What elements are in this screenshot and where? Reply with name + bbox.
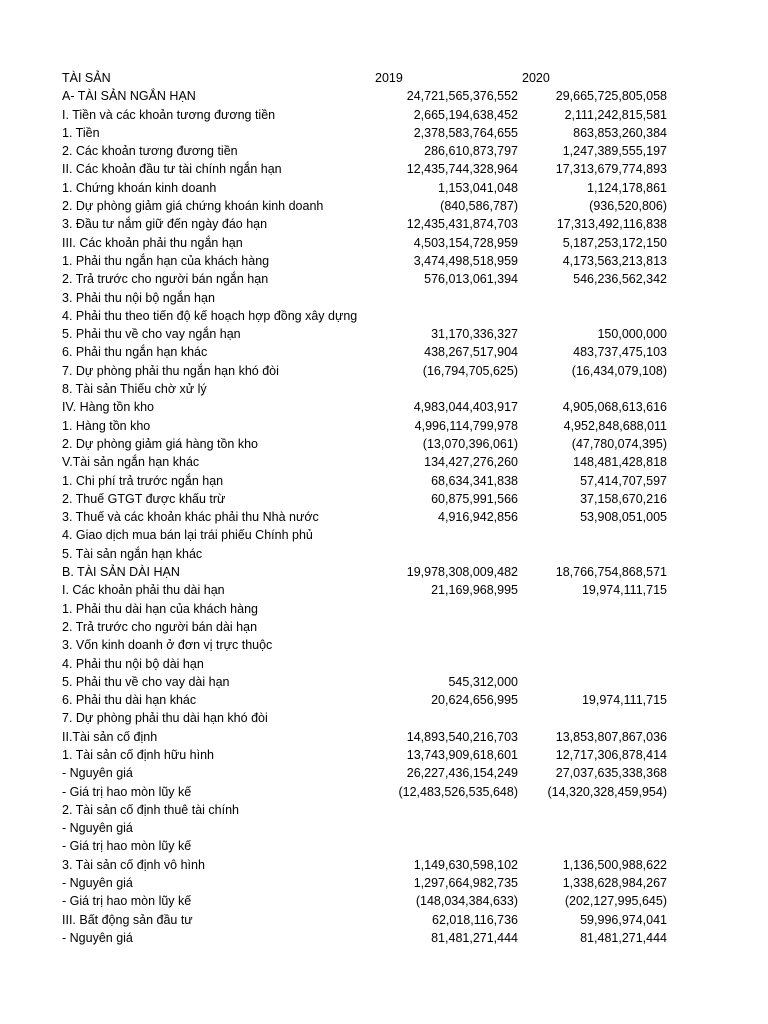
row-label: 1. Chi phí trả trước ngắn hạn <box>62 473 224 488</box>
row-value-2019: 134,427,276,260 <box>424 455 518 470</box>
row-label: A- TÀI SẢN NGẮN HẠN <box>62 89 196 104</box>
row-label: - Giá trị hao mòn lũy kế <box>62 839 192 854</box>
row-value-2020: 29,665,725,805,058 <box>555 89 667 104</box>
table-body <box>62 87 682 947</box>
row-value-2019: 4,916,942,856 <box>438 510 518 525</box>
table-row <box>62 87 682 105</box>
row-value-2020: 59,996,974,041 <box>580 912 667 927</box>
row-value-2019: 4,503,154,728,959 <box>413 235 518 250</box>
row-label: 7. Dự phòng phải thu dài hạn khó đòi <box>62 711 268 726</box>
table-row <box>62 307 682 325</box>
balance-sheet-table <box>62 69 682 947</box>
row-value-2019: (148,034,384,633) <box>415 894 518 909</box>
row-value-2019: (16,794,705,625) <box>422 363 518 378</box>
row-value-2019: 19,978,308,009,482 <box>406 565 518 580</box>
row-label: 2. Trả trước cho người bán dài hạn <box>62 619 258 634</box>
row-label: 3. Phải thu nội bộ ngắn hạn <box>62 290 215 305</box>
table-row <box>62 746 682 764</box>
row-label: 2. Thuế GTGT được khấu trừ <box>62 491 226 506</box>
row-label: - Nguyên giá <box>62 876 133 891</box>
row-label: 2. Các khoản tương đương tiền <box>62 144 238 159</box>
row-label: II.Tài sản cố định <box>62 729 158 744</box>
row-value-2020: 1,338,628,984,267 <box>562 876 667 891</box>
table-row <box>62 453 682 471</box>
row-value-2019: 14,893,540,216,703 <box>406 729 518 744</box>
row-value-2019: 62,018,116,736 <box>432 912 518 927</box>
row-value-2019: 68,634,341,838 <box>431 473 518 488</box>
row-label: 6. Phải thu dài hạn khác <box>62 693 197 708</box>
table-row <box>62 160 682 178</box>
row-value-2019: 1,149,630,598,102 <box>413 857 518 872</box>
row-value-2020: (936,520,806) <box>589 199 667 214</box>
table-row <box>62 655 682 673</box>
row-label: 4. Giao dịch mua bán lại trái phiếu Chính phủ <box>62 528 313 543</box>
row-value-2019: 24,721,565,376,552 <box>406 89 518 104</box>
table-row <box>62 545 682 563</box>
table-row <box>62 911 682 929</box>
row-value-2020: 4,905,068,613,616 <box>562 400 667 415</box>
table-row <box>62 837 682 855</box>
row-value-2020: 546,236,562,342 <box>573 272 667 287</box>
table-row <box>62 106 682 124</box>
row-label: 2. Dự phòng giảm giá hàng tồn kho <box>62 436 259 451</box>
row-value-2020: 17,313,679,774,893 <box>555 162 667 177</box>
row-label: - Giá trị hao mòn lũy kế <box>62 784 192 799</box>
row-value-2020: 53,908,051,005 <box>580 510 667 525</box>
row-value-2019: 31,170,336,327 <box>431 327 518 342</box>
row-label: 5. Phải thu về cho vay ngắn hạn <box>62 327 241 342</box>
row-value-2020: 18,766,754,868,571 <box>555 565 667 580</box>
table-row <box>62 819 682 837</box>
row-value-2020: 148,481,428,818 <box>573 455 667 470</box>
row-label: I. Các khoản phải thu dài hạn <box>62 583 225 598</box>
row-value-2019: 2,378,583,764,655 <box>413 125 518 140</box>
row-label: - Nguyên giá <box>62 766 133 781</box>
row-value-2020: (47,780,074,395) <box>571 436 667 451</box>
row-label: II. Các khoản đầu tư tài chính ngắn hạn <box>62 162 282 177</box>
table-row <box>62 874 682 892</box>
table-row <box>62 234 682 252</box>
row-label: - Nguyên giá <box>62 930 133 945</box>
row-value-2019: (13,070,396,061) <box>422 436 518 451</box>
row-label: 1. Hàng tồn kho <box>62 418 151 433</box>
row-value-2020: 5,187,253,172,150 <box>562 235 667 250</box>
row-label: 3. Tài sản cố định vô hình <box>62 857 205 872</box>
row-label: B. TÀI SẢN DÀI HẠN <box>62 565 180 580</box>
row-label: 1. Tiền <box>62 125 100 140</box>
row-value-2020: 19,974,111,715 <box>581 583 667 598</box>
table-row <box>62 472 682 490</box>
row-value-2020: (16,434,079,108) <box>571 363 667 378</box>
row-label: I. Tiền và các khoản tương đương tiền <box>62 107 276 122</box>
row-value-2019: 13,743,909,618,601 <box>406 747 518 762</box>
row-value-2020: 57,414,707,597 <box>580 473 667 488</box>
table-row <box>62 124 682 142</box>
table-row <box>62 600 682 618</box>
row-value-2020: 1,247,389,555,197 <box>562 144 667 159</box>
row-label: III. Các khoản phải thu ngắn hạn <box>62 235 243 250</box>
table-row <box>62 398 682 416</box>
table-row <box>62 179 682 197</box>
row-value-2020: 12,717,306,878,414 <box>555 747 667 762</box>
row-value-2019: 4,996,114,799,978 <box>414 418 518 433</box>
row-value-2019: (840,586,787) <box>440 199 518 214</box>
table-row <box>62 636 682 654</box>
table-row <box>62 362 682 380</box>
table-row <box>62 417 682 435</box>
row-value-2020: 4,952,848,688,011 <box>563 418 667 433</box>
row-label: 2. Dự phòng giảm giá chứng khoán kinh doanh <box>62 199 324 214</box>
table-row <box>62 343 682 361</box>
table-row <box>62 289 682 307</box>
row-value-2020: (14,320,328,459,954) <box>547 784 667 799</box>
table-row <box>62 618 682 636</box>
table-row <box>62 142 682 160</box>
row-label: 5. Phải thu về cho vay dài hạn <box>62 674 230 689</box>
row-value-2020: 81,481,271,444 <box>580 930 667 945</box>
row-value-2019: 1,297,664,982,735 <box>413 876 518 891</box>
table-row <box>62 325 682 343</box>
table-row <box>62 252 682 270</box>
row-label: V.Tài sản ngắn hạn khác <box>62 455 200 470</box>
row-value-2019: 20,624,656,995 <box>431 693 518 708</box>
row-label: 1. Tài sản cố định hữu hình <box>62 747 214 762</box>
row-label: 1. Phải thu ngắn hạn của khách hàng <box>62 253 270 268</box>
row-label: 5. Tài sản ngắn hạn khác <box>62 546 203 561</box>
row-label: 4. Phải thu theo tiến độ kế hoạch hợp đồng xây dựng <box>62 308 358 323</box>
row-value-2019: 81,481,271,444 <box>431 930 518 945</box>
table-row <box>62 783 682 801</box>
table-row <box>62 380 682 398</box>
row-label: - Giá trị hao mòn lũy kế <box>62 894 192 909</box>
row-label: 1. Chứng khoán kinh doanh <box>62 180 217 195</box>
table-row <box>62 215 682 233</box>
row-label: 3. Thuế và các khoản khác phải thu Nhà nước <box>62 510 319 525</box>
row-label: 1. Phải thu dài hạn của khách hàng <box>62 601 258 616</box>
row-value-2019: 438,267,517,904 <box>424 345 518 360</box>
table-row <box>62 764 682 782</box>
table-row <box>62 856 682 874</box>
row-value-2019: 576,013,061,394 <box>424 272 518 287</box>
table-row <box>62 435 682 453</box>
row-value-2020: 863,853,260,384 <box>573 125 667 140</box>
row-value-2020: (202,127,995,645) <box>564 894 667 909</box>
row-value-2019: 3,474,498,518,959 <box>413 253 518 268</box>
table-row <box>62 508 682 526</box>
row-label: 3. Đầu tư nắm giữ đến ngày đáo hạn <box>62 217 268 232</box>
table-row <box>62 673 682 691</box>
row-value-2019: 21,169,968,995 <box>431 583 518 598</box>
row-label: 2. Trả trước cho người bán ngắn hạn <box>62 272 269 287</box>
row-value-2020: 27,037,635,338,368 <box>555 766 667 781</box>
row-label: 4. Phải thu nội bộ dài hạn <box>62 656 204 671</box>
row-value-2020: 483,737,475,103 <box>573 345 667 360</box>
row-value-2019: 2,665,194,638,452 <box>413 107 518 122</box>
row-value-2019: 12,435,431,874,703 <box>406 217 518 232</box>
header-row <box>62 69 682 87</box>
row-value-2020: 13,853,807,867,036 <box>555 729 667 744</box>
table-row <box>62 563 682 581</box>
table-row <box>62 892 682 910</box>
header-year-2020: 2020 <box>522 71 550 85</box>
row-value-2019: 4,983,044,403,917 <box>413 400 518 415</box>
table-row <box>62 801 682 819</box>
row-value-2019: 1,153,041,048 <box>438 180 518 195</box>
row-value-2020: 1,124,178,861 <box>587 180 667 195</box>
row-value-2019: 60,875,991,566 <box>431 491 518 506</box>
row-value-2020: 19,974,111,715 <box>581 693 667 708</box>
row-value-2020: 2,111,242,815,581 <box>564 107 667 122</box>
row-label: 6. Phải thu ngắn hạn khác <box>62 345 208 360</box>
table-row <box>62 929 682 947</box>
row-value-2019: 286,610,873,797 <box>424 144 518 159</box>
row-value-2019: 26,227,436,154,249 <box>406 766 518 781</box>
table-row <box>62 197 682 215</box>
row-value-2019: (12,483,526,535,648) <box>398 784 518 799</box>
row-value-2020: 1,136,500,988,622 <box>562 857 667 872</box>
table-row <box>62 709 682 727</box>
row-value-2020: 4,173,563,213,813 <box>562 253 667 268</box>
row-label: 7. Dự phòng phải thu ngắn hạn khó đòi <box>62 363 279 378</box>
row-label: 2. Tài sản cố định thuê tài chính <box>62 802 239 817</box>
row-value-2020: 37,158,670,216 <box>580 491 667 506</box>
table-row <box>62 691 682 709</box>
table-row <box>62 270 682 288</box>
table-row <box>62 490 682 508</box>
row-value-2020: 150,000,000 <box>597 327 667 342</box>
table-row <box>62 728 682 746</box>
header-label: TÀI SẢN <box>62 71 111 85</box>
row-value-2020: 17,313,492,116,838 <box>556 217 667 232</box>
header-year-2019: 2019 <box>375 71 403 85</box>
row-label: 3. Vốn kinh doanh ở đơn vị trực thuộc <box>62 638 273 653</box>
row-label: III. Bất động sản đầu tư <box>62 912 193 927</box>
table-row <box>62 581 682 599</box>
row-label: - Nguyên giá <box>62 821 133 836</box>
row-value-2019: 545,312,000 <box>448 674 518 689</box>
row-label: IV. Hàng tồn kho <box>62 400 154 415</box>
table-row <box>62 526 682 544</box>
row-label: 8. Tài sản Thiếu chờ xử lý <box>62 382 207 397</box>
row-value-2019: 12,435,744,328,964 <box>406 162 518 177</box>
